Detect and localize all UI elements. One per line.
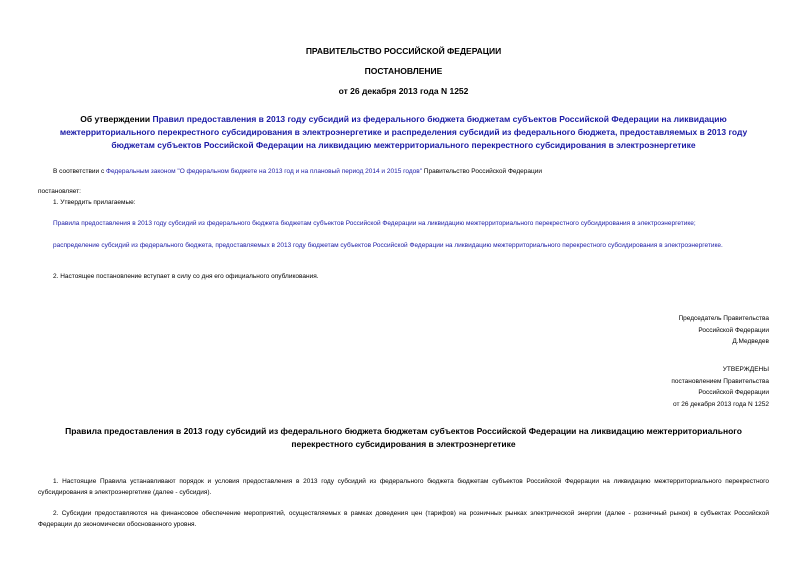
preamble-suffix: Правительство Российской Федерации <box>422 168 542 175</box>
document-title <box>38 113 769 152</box>
approval-line-3: Российской Федерации <box>698 389 769 396</box>
signature-block <box>678 313 769 348</box>
signature-name: Д.Медведев <box>732 338 769 345</box>
government-heading: ПРАВИТЕЛЬСТВО РОССИЙСКОЙ ФЕДЕРАЦИИ <box>305 46 502 56</box>
rules-title: Правила предоставления в 2013 году субсидий из федерального бюджета бюджетам субъектов Российской Федерации на ликвидацию межтерриториального перекрестного субсидирования в электроэнергетике <box>65 426 742 449</box>
preamble <box>53 166 769 177</box>
item-1: 1. Утвердить прилагаемые: <box>53 199 136 206</box>
rule-1: 1. Настоящие Правила устанавливают порядок и условия предоставления в 2013 году субсидий из федерального бюджета бюджетам субъектов Российской Федерации на ликвидацию межтерриториального перекрестного субсидирования в электроэнергетике (далее - субсидия). <box>38 478 769 496</box>
preamble-prefix: В соответствии с <box>53 168 107 175</box>
approval-line-2: постановлением Правительства <box>671 377 769 385</box>
approval-line-4: от 26 декабря 2013 года N 1252 <box>672 400 769 408</box>
resolves-text: постановляет: <box>38 188 81 195</box>
document-date-heading: от 26 декабря 2013 года N 1252 <box>338 86 469 96</box>
title-prefix: Об утверждении <box>80 114 153 124</box>
item-2: 2. Настоящее постановление вступает в силу со дня его официального опубликования. <box>53 273 319 280</box>
rules-link-paragraph <box>53 218 769 229</box>
rule-2: 2. Субсидии предоставляются на финансовое обеспечение мероприятий, осуществляемых в рамках доведения цен (тарифов) на розничных рынках электрической энергии (далее - розничный рынок) в субъектах Российской Федерации до экономически обоснованного уровня. <box>38 510 769 528</box>
rules-link[interactable]: Правила предоставления в 2013 году субсидий из федерального бюджета бюджетам субъектов Российской Федерации на ликвидацию межтерриториального перекрестного субсидирования в электроэнергетике; <box>53 220 696 227</box>
signature-position: Председатель Правительства <box>678 315 769 322</box>
distribution-link-paragraph <box>38 240 769 251</box>
approval-heading: УТВЕРЖДЕНЫ <box>722 366 769 373</box>
distribution-link[interactable]: распределение субсидий из федерального бюджета, предоставляемых в 2013 году бюджетам субъектов Российской Федерации на ликвидацию межтерриториального перекрестного субсидирования в электроэнергетике. <box>53 242 723 249</box>
federal-law-link[interactable]: Федеральным законом "О федеральном бюджете на 2013 год и на плановый период 2014 и 2015 годов" <box>106 168 422 175</box>
approval-block <box>671 364 769 410</box>
signature-country: Российской Федерации <box>698 326 769 334</box>
document-type-heading: ПОСТАНОВЛЕНИЕ <box>364 66 443 76</box>
title-rules-link[interactable]: Правил предоставления в 2013 году субсидий из федерального бюджета бюджетам субъектов Российской Федерации на ликвидацию межтерриториального перекрестного субсидирования в электроэнергетике и распределения субсидий из федерального бюджета, предоставляемых в 2013 году бюджетам субъектов Российской Федерации на ликвидацию межтерриториального перекрестного субсидирования в электроэнергетике <box>59 114 748 150</box>
